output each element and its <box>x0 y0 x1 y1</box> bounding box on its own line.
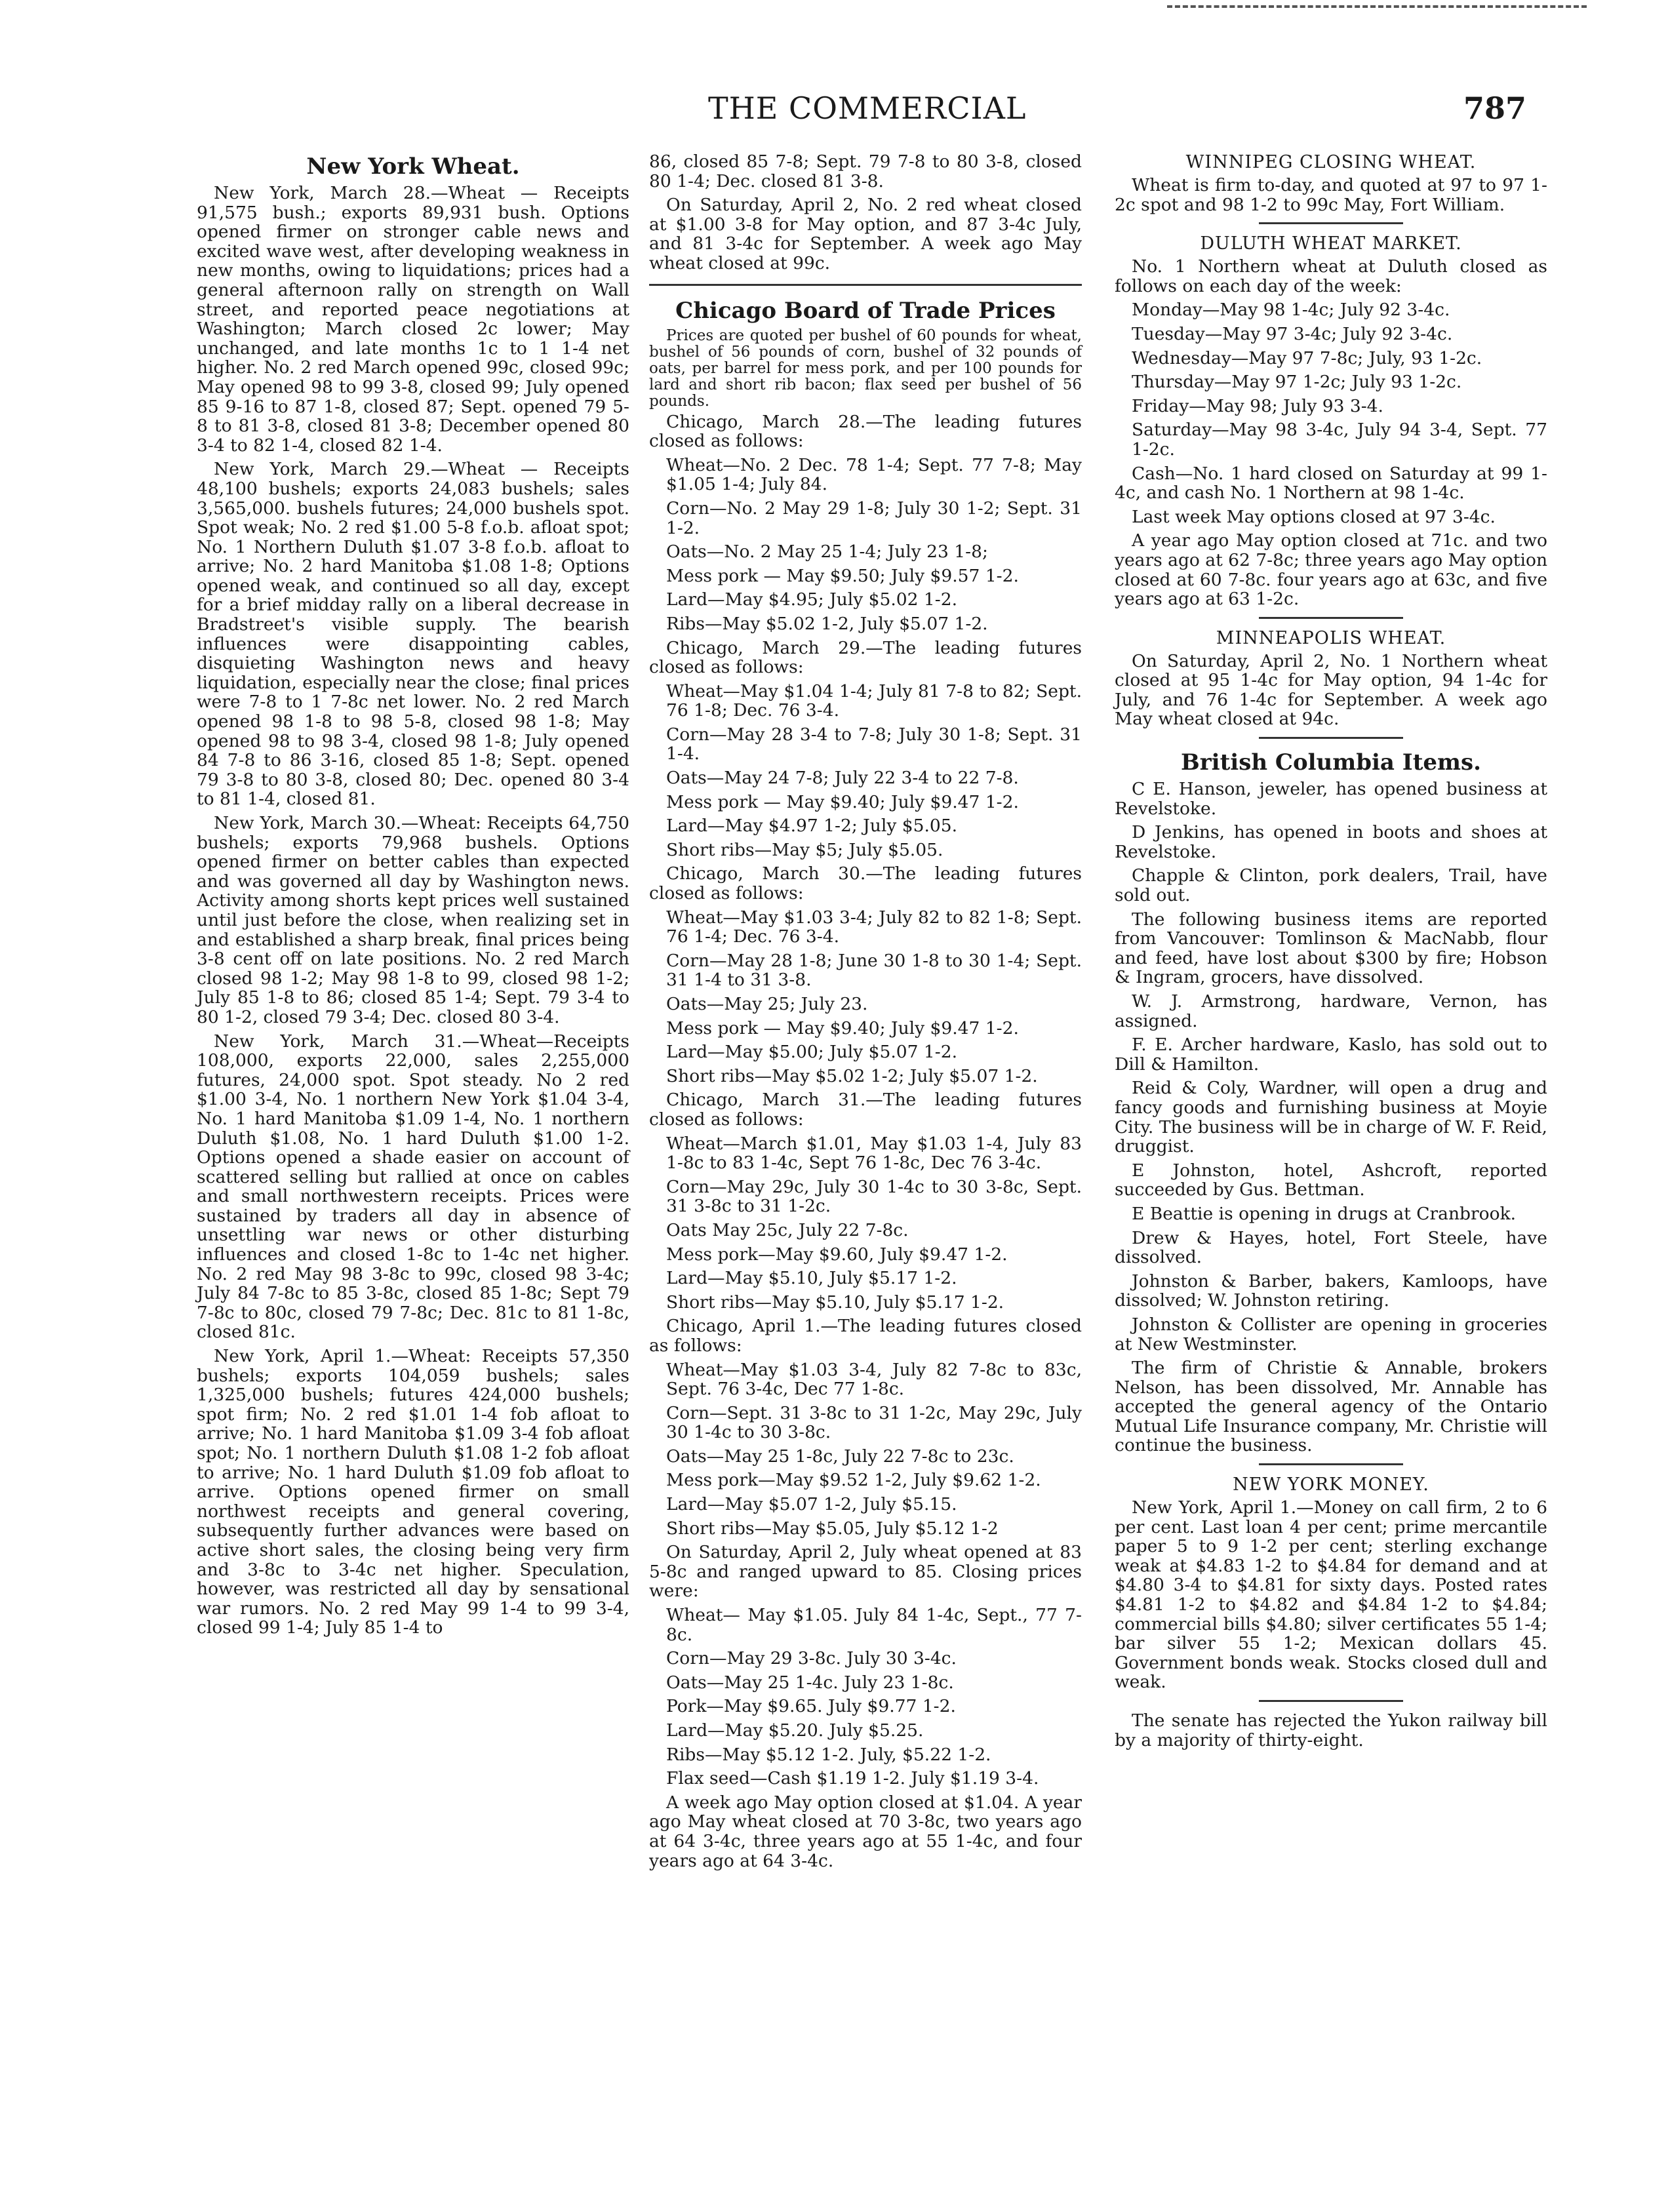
price-line: Wheat—May $1.04 1-4; July 81 7-8 to 82; Sept. 76 1-8; Dec. 76 3-4. <box>666 681 1082 721</box>
new-york-wheat-heading: New York Wheat. <box>306 153 520 180</box>
duluth-heading: DULUTH WHEAT MARKET. <box>1200 233 1462 254</box>
price-line: Mess pork—May $9.52 1-2, July $9.62 1-2. <box>666 1470 1041 1491</box>
bc-item: F. E. Archer hardware, Kaslo, has sold out to Dill & Hamilton. <box>1115 1035 1547 1075</box>
winnipeg-heading: WINNIPEG CLOSING WHEAT. <box>1185 152 1477 172</box>
price-line: Corn—May 28 3-4 to 7-8; July 30 1-8; Sept. 31 1-4. <box>666 724 1082 764</box>
price-line: Short ribs—May $5; July $5.05. <box>666 839 943 860</box>
chicago-board-heading: Chicago Board of Trade Prices <box>675 297 1056 324</box>
bc-item: E Johnston, hotel, Ashcroft, reported succeeded by Gus. Bettman. <box>1115 1160 1547 1200</box>
article-paragraph: New York, March 29.—Wheat — Receipts 48,100 bushels; exports 24,083 bushels; sales 3,565,000. bushels futures; 24,000 bushels spot. Spot weak; No. 2 red $1.00 5-8 f.o.b. afloat spot; No. 1 Northern Duluth $1.07 3-8 f.o.b. afloat to arrive; No. 2 hard Manitoba $1.08 1-8; Options opened weak, and continued so all day, except for a brief midday rally on a liberal decrease in Bradstreet's visible supply. The bearish influences were disappointing cables, disquieting Washington news and heavy liquidation, especially near the close; final prices were 7-8 to 1 7-8c net lower. No. 2 red March opened 98 1-8 to 98 5-8, closed 98 1-8; May opened 98 to 98 3-4, closed 98 1-8; July opened 84 7-8 to 86 3-16, closed 85 1-8; Sept. opened 79 3-8 to 80 3-8, closed 80; Dec. opened 80 3-4 to 81 1-4, closed 81. <box>197 459 629 810</box>
bc-item: E Beattie is opening in drugs at Cranbrook. <box>1132 1203 1517 1224</box>
yukon-paragraph: The senate has rejected the Yukon railway bill by a majority of thirty-eight. <box>1115 1710 1547 1750</box>
section-divider <box>1259 222 1403 224</box>
page-title: THE COMMERCIAL <box>708 90 1027 126</box>
bc-items-list <box>1115 780 1547 1455</box>
winnipeg-text: Wheat is firm to-day, and quoted at 97 to 97 1-2c spot and 98 1-2 to 99c May, Fort William. <box>1115 175 1547 215</box>
bc-item: Johnston & Collister are opening in groceries at New Westminster. <box>1115 1314 1547 1354</box>
duluth-intro: No. 1 Northern wheat at Duluth closed as follows on each day of the week: <box>1115 256 1547 296</box>
ny-money-heading: NEW YORK MONEY. <box>1233 1474 1429 1495</box>
duluth-paragraph: Cash—No. 1 hard closed on Saturday at 99 1-4c, and cash No. 1 Northern at 98 1-4c. <box>1115 463 1547 504</box>
article-paragraph: New York, March 30.—Wheat: Receipts 64,750 bushels; exports 79,968 bushels. Options opened firmer on better cables than expected and was governed all day by Washington news. Activity among shorts kept prices well sustained until just before the close, when realizing set in and established a sharp break, final prices being 3-8 cent off on late positions. No. 2 red March closed 98 1-2; May 98 1-8 to 99, closed 98 1-2; July 85 1-8 to 86; closed 85 1-4; Sept. 79 3-4 to 80 1-2, closed 79 3-4; Dec. closed 80 3-4. <box>197 813 629 1027</box>
price-line: Short ribs—May $5.10, July $5.17 1-2. <box>666 1292 1004 1313</box>
chicago-block-intro: Chicago, March 28.—The leading futures closed as follows: <box>649 411 1082 452</box>
price-line: Oats—May 25 1-4c. July 23 1-8c. <box>666 1672 954 1693</box>
price-line: Oats—May 25 1-8c, July 22 7-8c to 23c. <box>666 1446 1014 1467</box>
price-line: Mess pork—May $9.60, July $9.47 1-2. <box>666 1244 1008 1265</box>
duluth-day-line: Tuesday—May 97 3-4c; July 92 3-4c. <box>1132 323 1453 344</box>
price-line: Corn—May 28 1-8; June 30 1-8 to 30 1-4; Sept. 31 1-4 to 31 3-8. <box>666 950 1082 991</box>
price-line: Corn—Sept. 31 3-8c to 31 1-2c, May 29c, July 30 1-4c to 30 3-8c. <box>666 1402 1082 1443</box>
price-line: Oats—May 24 7-8; July 22 3-4 to 22 7-8. <box>666 768 1019 789</box>
price-line: Lard—May $4.97 1-2; July $5.05. <box>666 816 958 837</box>
price-line: Flax seed—Cash $1.19 1-2. July $1.19 3-4. <box>666 1768 1039 1789</box>
minneapolis-text: On Saturday, April 2, No. 1 Northern wheat closed at 95 1-4c for May option, 94 1-4c for July, and 76 1-4c for September. A week ago May wheat closed at 94c. <box>1115 650 1547 730</box>
price-line: Ribs—May $5.02 1-2, July $5.07 1-2. <box>666 613 988 634</box>
price-line: Oats—No. 2 May 25 1-4; July 23 1-8; <box>666 542 988 563</box>
price-note: Prices are quoted per bushel of 60 pounds for wheat, bushel of 56 pounds of corn, bushel of 32 pounds of oats, per barrel for mess pork, and per 100 pounds for lard and short rib bacon; flax seed per bushel of 56 pounds. <box>649 326 1082 410</box>
duluth-paragraph: A year ago May option closed at 71c. and two years ago at 62 7-8c; three years ago May option closed at 60 7-8c. four years ago at 63c, and five years ago at 63 1-2c. <box>1115 530 1548 610</box>
price-line: Ribs—May $5.12 1-2. July, $5.22 1-2. <box>666 1744 991 1765</box>
column-right <box>1115 152 1547 1754</box>
bc-item: Johnston & Barber, bakers, Kamloops, have dissolved; W. Johnston retiring. <box>1115 1271 1547 1311</box>
price-line: Corn—May 29c, July 30 1-4c to 30 3-8c, Sept. 31 3-8c to 31 1-2c. <box>666 1176 1082 1217</box>
page-number: 787 <box>1463 90 1527 126</box>
bc-item: Reid & Coly, Wardner, will open a drug and fancy goods and furnishing business at Moyie City. The business will be in charge of W. F. Reid, druggist. <box>1115 1078 1547 1157</box>
chicago-block-intro: Chicago, March 29.—The leading futures closed as follows: <box>649 637 1082 678</box>
column-middle <box>649 152 1082 1875</box>
section-divider <box>1259 617 1403 619</box>
price-line: Wheat—No. 2 Dec. 78 1-4; Sept. 77 7-8; May $1.05 1-4; July 84. <box>666 454 1082 495</box>
price-line: Wheat—May $1.03 3-4; July 82 to 82 1-8; Sept. 76 1-4; Dec. 76 3-4. <box>666 907 1082 947</box>
price-line: Wheat—May $1.03 3-4, July 82 7-8c to 83c, Sept. 76 3-4c, Dec 77 1-8c. <box>666 1359 1082 1400</box>
price-line: Wheat— May $1.05. July 84 1-4c, Sept., 77 7-8c. <box>666 1605 1082 1645</box>
duluth-price-lines <box>1115 300 1547 459</box>
bc-item: Drew & Hayes, hotel, Fort Steele, have dissolved. <box>1115 1227 1547 1268</box>
price-line: Mess pork — May $9.50; July $9.57 1-2. <box>666 565 1019 586</box>
duluth-day-line: Friday—May 98; July 93 3-4. <box>1132 395 1383 416</box>
price-line: Wheat—March $1.01, May $1.03 1-4, July 83 1-8c to 83 1-4c, Sept 76 1-8c, Dec 76 3-4c. <box>666 1133 1082 1174</box>
duluth-day-line: Monday—May 98 1-4c; July 92 3-4c. <box>1132 300 1450 321</box>
bc-item: Chapple & Clinton, pork dealers, Trail, have sold out. <box>1115 865 1547 906</box>
chicago-price-blocks <box>649 412 1082 1788</box>
bc-item: W. J. Armstrong, hardware, Vernon, has assigned. <box>1115 991 1547 1031</box>
price-line: Short ribs—May $5.02 1-2; July $5.07 1-2. <box>666 1065 1038 1086</box>
chicago-block-intro: Chicago, March 31.—The leading futures closed as follows: <box>649 1090 1082 1130</box>
article-paragraph: New York, April 1.—Wheat: Receipts 57,350 bushels; exports 104,059 bushels; sales 1,325,000 bushels; futures 424,000 bushels; spot firm; No. 2 red $1.01 1-4 fob afloat to arrive; No. 1 hard Manitoba $1.09 3-4 fob afloat spot; No. 1 northern Duluth $1.08 1-2 fob afloat to arrive; No. 1 hard Duluth $1.09 fob afloat to arrive. Options opened firmer on small northwest receipts and general covering, subsequently further advances were based on active short sales, the closing being very firm and 3-8c to 3-4c net higher. Speculation, however, was restricted all day by sensational war rumors. No. 2 red May 99 1-4 to 99 3-4, closed 99 1-4; July 85 1-4 to <box>197 1346 629 1638</box>
closing-paragraph: A week ago May option closed at $1.04. A year ago May wheat closed at 70 3-8c, two years ago at 64 3-4c, three years ago at 55 1-4c, and four years ago at 64 3-4c. <box>649 1792 1082 1871</box>
section-divider <box>1259 737 1403 739</box>
chicago-block-intro: On Saturday, April 2, July wheat opened at 83 5-8c and ranged upward to 85. Closing prices were: <box>649 1542 1082 1602</box>
price-line: Lard—May $5.00; July $5.07 1-2. <box>666 1042 958 1063</box>
top-border-rule <box>1167 5 1587 8</box>
bc-item: The firm of Christie & Annable, brokers Nelson, has been dissolved, Mr. Annable has accepted the general agency of the Ontario Mutual Life Insurance company, Mr. Christie will continue the business. <box>1115 1358 1547 1456</box>
bc-item: The following business items are reported from Vancouver: Tomlinson & MacNabb, flour and feed, have lost about $300 by fire; Hobson & Ingram, grocers, have dissolved. <box>1115 909 1547 988</box>
bc-items-heading: British Columbia Items. <box>1181 749 1481 776</box>
section-divider <box>1259 1463 1403 1465</box>
column-left <box>197 152 629 1642</box>
article-paragraph: New York, March 31.—Wheat—Receipts 108,000, exports 22,000, sales 2,255,000 futures, 24,000 spot. Spot steady. No 2 red $1.00 3-4, No. 1 northern New York $1.04 3-4, No. 1 hard Manitoba $1.09 1-4, No. 1 northern Duluth $1.08, No. 1 hard Duluth $1.00 1-2. Options opened a shade easier on account of scattered selling but rallied at once on cables and small northwestern receipts. Prices were sustained by traders all day in absence of unsettling war news or other disturbing influences and closed 1-8c to 1-4c net higher. No. 2 red May 98 3-8c to 99c, closed 98 3-4c; July 84 7-8c to 85 3-8c, closed 85 1-8c; Sept 79 7-8c to 80c, closed 79 7-8c; Dec. 81c to 81 1-8c, closed 81c. <box>197 1031 629 1343</box>
chicago-block-intro: Chicago, March 30.—The leading futures closed as follows: <box>649 863 1082 904</box>
bc-item: D Jenkins, has opened in boots and shoes at Revelstoke. <box>1115 822 1547 862</box>
minneapolis-heading: MINNEAPOLIS WHEAT. <box>1216 627 1446 648</box>
continuation-paragraph: On Saturday, April 2, No. 2 red wheat closed at $1.00 3-8 for May option, and 87 3-4c July, and 81 3-4c for September. A week ago May wheat closed at 99c. <box>649 195 1082 273</box>
price-line: Oats May 25c, July 22 7-8c. <box>666 1219 909 1240</box>
ny-money-text: New York, April 1.—Money on call firm, 2 to 6 per cent. Last loan 4 per cent; prime mercantile paper 5 to 9 1-2 per cent; sterling exchange weak at $4.83 1-2 to $4.84 for demand and at $4.80 3-4 to $4.81 for sixty days. Posted rates $4.81 1-2 to $4.82 and $4.84 1-2 to $4.84; commercial bills $4.80; silver certificates 55 1-4; bar silver 55 1-2; Mexican dollars 45. Government bonds weak. Stocks closed dull and weak. <box>1115 1497 1547 1693</box>
price-line: Lard—May $5.20. July $5.25. <box>666 1720 924 1741</box>
duluth-paragraph: Last week May options closed at 97 3-4c. <box>1132 506 1496 527</box>
price-line: Mess pork — May $9.40; July $9.47 1-2. <box>666 1017 1019 1038</box>
price-line: Pork—May $9.65. July $9.77 1-2. <box>666 1696 956 1717</box>
section-divider <box>649 284 1082 286</box>
price-line: Short ribs—May $5.05, July $5.12 1-2 <box>666 1518 999 1539</box>
duluth-day-line: Thursday—May 97 1-2c; July 93 1-2c. <box>1132 372 1462 393</box>
price-line: Lard—May $5.10, July $5.17 1-2. <box>666 1268 957 1289</box>
price-line: Lard—May $5.07 1-2, July $5.15. <box>666 1494 957 1515</box>
article-paragraph: New York, March 28.—Wheat — Receipts 91,575 bush.; exports 89,931 bush. Options opened firmer on stronger cable news and excited wave west, after developing weakness in new months, owing to liquidations; prices had a general afternoon rally on strength on Wall street, and reported peace negotiations at Washington; March closed 2c lower; May unchanged, and late months 1c to 1 1-4 net higher. No. 2 red March opened 99c, closed 99c; May opened 98 to 99 3-8, closed 99; July opened 85 9-16 to 87 1-8, closed 87; Sept. opened 79 5-8 to 81 3-8, closed 81 3-8; December opened 80 3-4 to 82 1-4, closed 82 1-4. <box>197 183 629 456</box>
duluth-day-line: Wednesday—May 97 7-8c; July, 93 1-2c. <box>1132 347 1482 368</box>
price-line: Lard—May $4.95; July $5.02 1-2. <box>666 589 958 610</box>
section-divider <box>1259 1700 1403 1702</box>
bc-item: C E. Hanson, jeweler, has opened business at Revelstoke. <box>1115 779 1547 819</box>
price-line: Oats—May 25; July 23. <box>666 994 868 1014</box>
price-line: Corn—May 29 3-8c. July 30 3-4c. <box>666 1648 957 1669</box>
price-line: Mess pork — May $9.40; July $9.47 1-2. <box>666 791 1019 812</box>
price-line: Corn—No. 2 May 29 1-8; July 30 1-2; Sept. 31 1-2. <box>666 498 1082 538</box>
duluth-day-line: Saturday—May 98 3-4c, July 94 3-4, Sept. 77 1-2c. <box>1132 420 1547 460</box>
chicago-block-intro: Chicago, April 1.—The leading futures closed as follows: <box>649 1316 1082 1356</box>
continuation-paragraph: 86, closed 85 7-8; Sept. 79 7-8 to 80 3-8, closed 80 1-4; Dec. closed 81 3-8. <box>649 151 1082 191</box>
